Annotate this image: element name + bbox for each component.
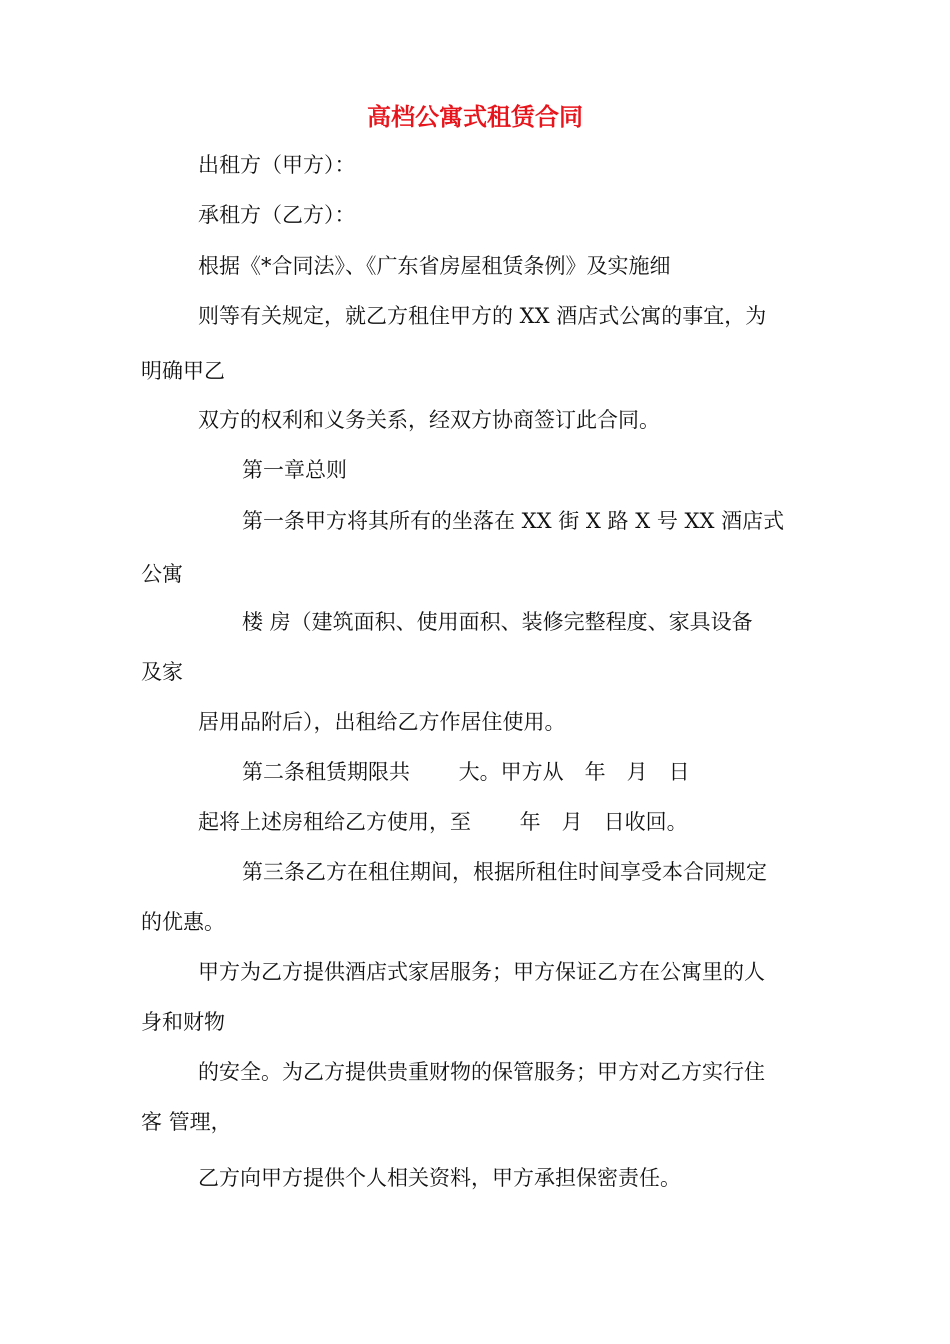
lessor-line: 出租方（甲方）： (198, 153, 356, 177)
body-line: 乙方向甲方提供个人相关资料，甲方承担保密责任。 (198, 1166, 681, 1190)
article-one-line: 第一条甲方将其所有的坐落在 XX 街 X 路 X 号 XX 酒店式 (242, 509, 785, 533)
body-line: 双方的权利和义务关系，经双方协商签订此合同。 (198, 408, 660, 432)
body-line: 根据《*合同法》、《广东省房屋租赁条例》及实施细 (198, 254, 671, 278)
body-line: 的安全。为乙方提供贵重财物的保管服务；甲方对乙方实行住 (198, 1060, 765, 1084)
body-line: 甲方为乙方提供酒店式家居服务；甲方保证乙方在公寓里的人 (198, 960, 765, 984)
body-line: 起将上述房租给乙方使用，至 年 月 日收回。 (198, 810, 688, 834)
body-line: 居用品附后），出租给乙方作居住使用。 (198, 710, 566, 734)
body-line: 客 管理， (141, 1110, 232, 1134)
body-line: 则等有关规定，就乙方租住甲方的 XX 酒店式公寓的事宜，为 (198, 304, 767, 328)
body-line: 明确甲乙 (141, 359, 225, 383)
body-line: 公寓 (141, 562, 183, 586)
lessee-line: 承租方（乙方）： (198, 203, 356, 227)
article-two-line: 第二条租赁期限共 大。甲方从 年 月 日 (242, 760, 690, 784)
body-line: 身和财物 (141, 1010, 225, 1034)
document-title: 高档公寓式租赁合同 (367, 103, 583, 131)
body-line: 楼 房（建筑面积、使用面积、装修完整程度、家具设备 (242, 610, 753, 634)
body-line: 及家 (141, 660, 183, 684)
chapter-heading: 第一章总则 (242, 458, 347, 482)
body-line: 的优惠。 (141, 910, 225, 934)
article-three-line: 第三条乙方在租住期间，根据所租住时间享受本合同规定 (242, 860, 767, 884)
